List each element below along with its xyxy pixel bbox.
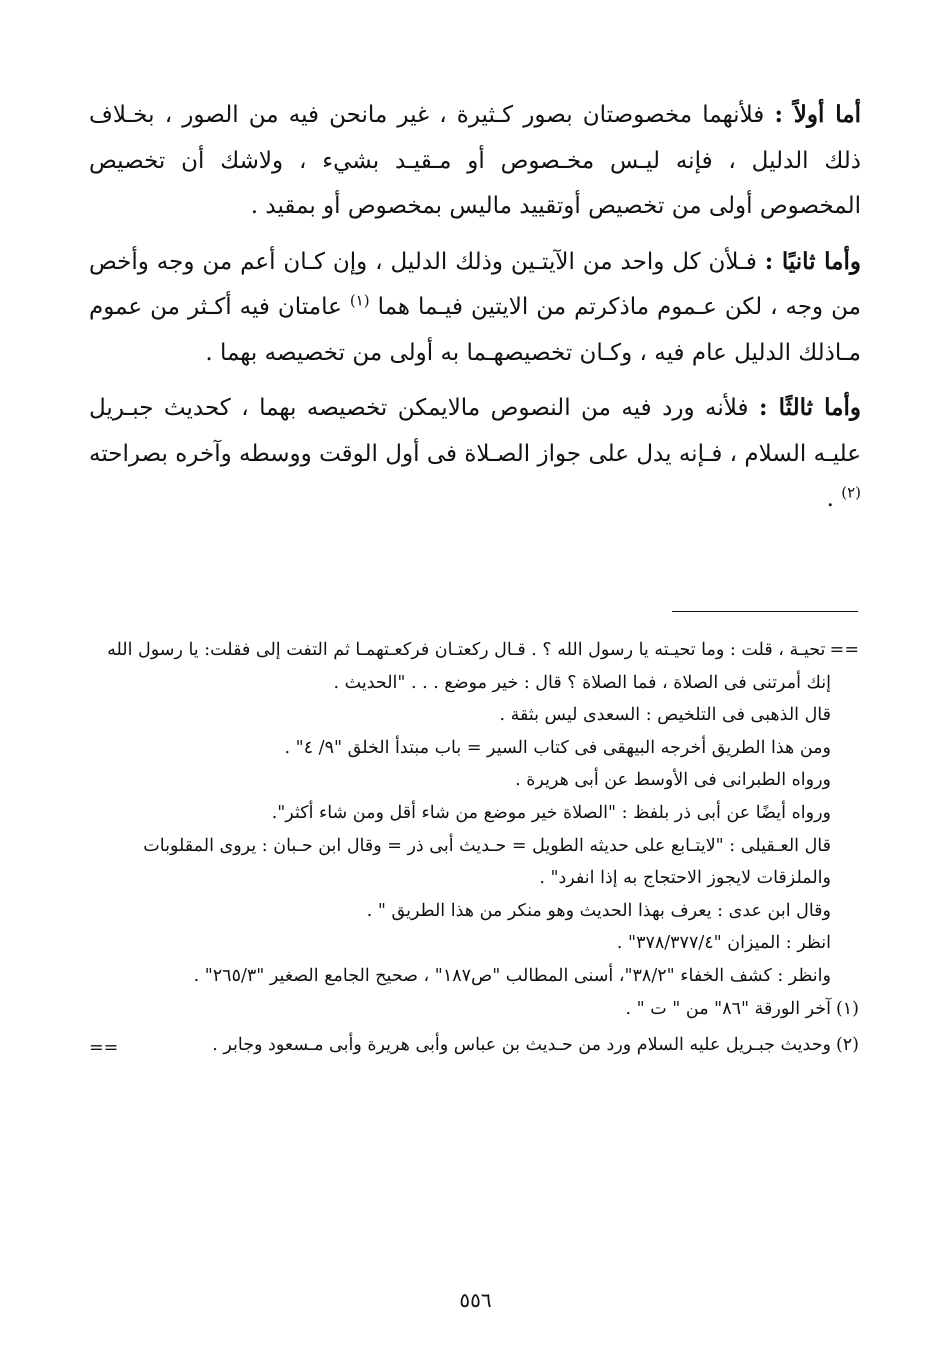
footnote-ref-2[interactable]: (٢) bbox=[841, 483, 861, 502]
footnote-separator bbox=[672, 611, 858, 612]
paragraph-lead: وأما ثانيًا : bbox=[764, 247, 861, 275]
paragraph-lead: وأما ثالثًا : bbox=[758, 394, 861, 421]
footnote-line: وانظر : كشف الخفاء "٣٨/٢"، أسنى المطالب "ص١٨٧" ، صحيح الجامع الصغير "٢٦٥/٣" . bbox=[193, 965, 831, 986]
paragraph-second bbox=[89, 239, 861, 377]
paragraph-lead: أما أولاً : bbox=[774, 101, 861, 128]
footnote-line: وقال ابن عدى : يعرف بهذا الحديث وهو منكر من هذا الطريق " . bbox=[366, 900, 831, 921]
footnotes bbox=[89, 634, 859, 1064]
continues-marker: == bbox=[89, 1037, 119, 1058]
footnote-text: آخر الورقة "٨٦" من " ت " . bbox=[625, 998, 831, 1019]
footnote-text: وحديث جبـريل عليه السلام ورد من حـديث بن عباس وأبى هريرة وأبى مـسعود وجابر . bbox=[212, 1035, 831, 1056]
footnote-text: تحيـة ، قلت : وما تحيـته يا رسول الله ؟ . قـال ركعتـان فركعـتهمـا ثم التفت إلى فقلت: يا رسول الله إنك أمرتنى فى الصلاة ، فما الصلاة ؟ قال : خير موضع . . . "الحديث . bbox=[107, 640, 831, 693]
paragraph-text: . bbox=[826, 486, 842, 512]
paragraph-first bbox=[89, 92, 861, 230]
paragraph-text: فلأنهما مخصوصتان بصور كـثيرة ، غير مانحن فيه من الصور ، بخـلاف ذلك الدليل ، فإنه ليـس مخـصوص أو مـقيـد بشيء ، ولاشك أن تخصيص المخصوص أولى من تخصيص أوتقييد ماليس بمخصوص أو بمقيد . bbox=[89, 102, 861, 219]
paragraph-text: عامتان فيه أكـثر من عموم مـاذلك الدليل عام فيه ، وكـان تخصيصهـما به أولى من تخصيصه بهما . bbox=[89, 294, 861, 366]
paragraph-third bbox=[89, 385, 861, 523]
footnote-line: انظر : الميزان "٣٧٨/٣٧٧/٤" . bbox=[616, 933, 831, 954]
continuation-marker: == bbox=[829, 640, 859, 660]
footnote-line: ورواه أيضًا عن أبى ذر بلفظ : "الصلاة خير موضع من شاء أقل ومن شاء أكثر". bbox=[271, 802, 831, 823]
paragraph-text: فلأنه ورد فيه من النصوص مالايمكن تخصيصه بهما ، كحديث جبـريل عليـه السلام ، فـإنه يدل على جواز الصـلاة فى أول الوقت ووسطه وآخره بصراحته bbox=[89, 395, 861, 467]
footnote-continuation bbox=[89, 634, 859, 699]
paragraph-text: فـلأن كل واحد من الآيتـين وذلك الدليل ، وإن كـان أعم من وجه وأخص من وجه ، لكن عـموم ماذكرتم من الايتين فيـما هما bbox=[89, 248, 861, 320]
footnote-mark: (٢) bbox=[835, 1035, 859, 1056]
footnote-line: ومن هذا الطريق أخرجه البيهقى فى كتاب السير = باب مبتدأ الخلق "٩/ ٤" . bbox=[284, 737, 831, 758]
footnote-1 bbox=[89, 993, 859, 1026]
footnote-line: قال العـقيلى : "لايتـابع على حديثه الطويل = حـديث أبى ذر = وقال ابن حـبان : يروى المقلوبات والملزقات لايجوز الاحتجاج به إذا انفرد" . bbox=[143, 835, 831, 889]
main-text bbox=[89, 92, 861, 532]
footnote-ref-1[interactable]: (١) bbox=[349, 291, 370, 310]
page-number: ٥٥٦ bbox=[459, 1288, 492, 1312]
footnote-line: ورواه الطبرانى فى الأوسط عن أبى هريرة . bbox=[515, 770, 831, 791]
footnote-line: قال الذهبى فى التلخيص : السعدى ليس بثقة . bbox=[499, 705, 831, 726]
footnote-mark: (١) bbox=[835, 998, 859, 1019]
